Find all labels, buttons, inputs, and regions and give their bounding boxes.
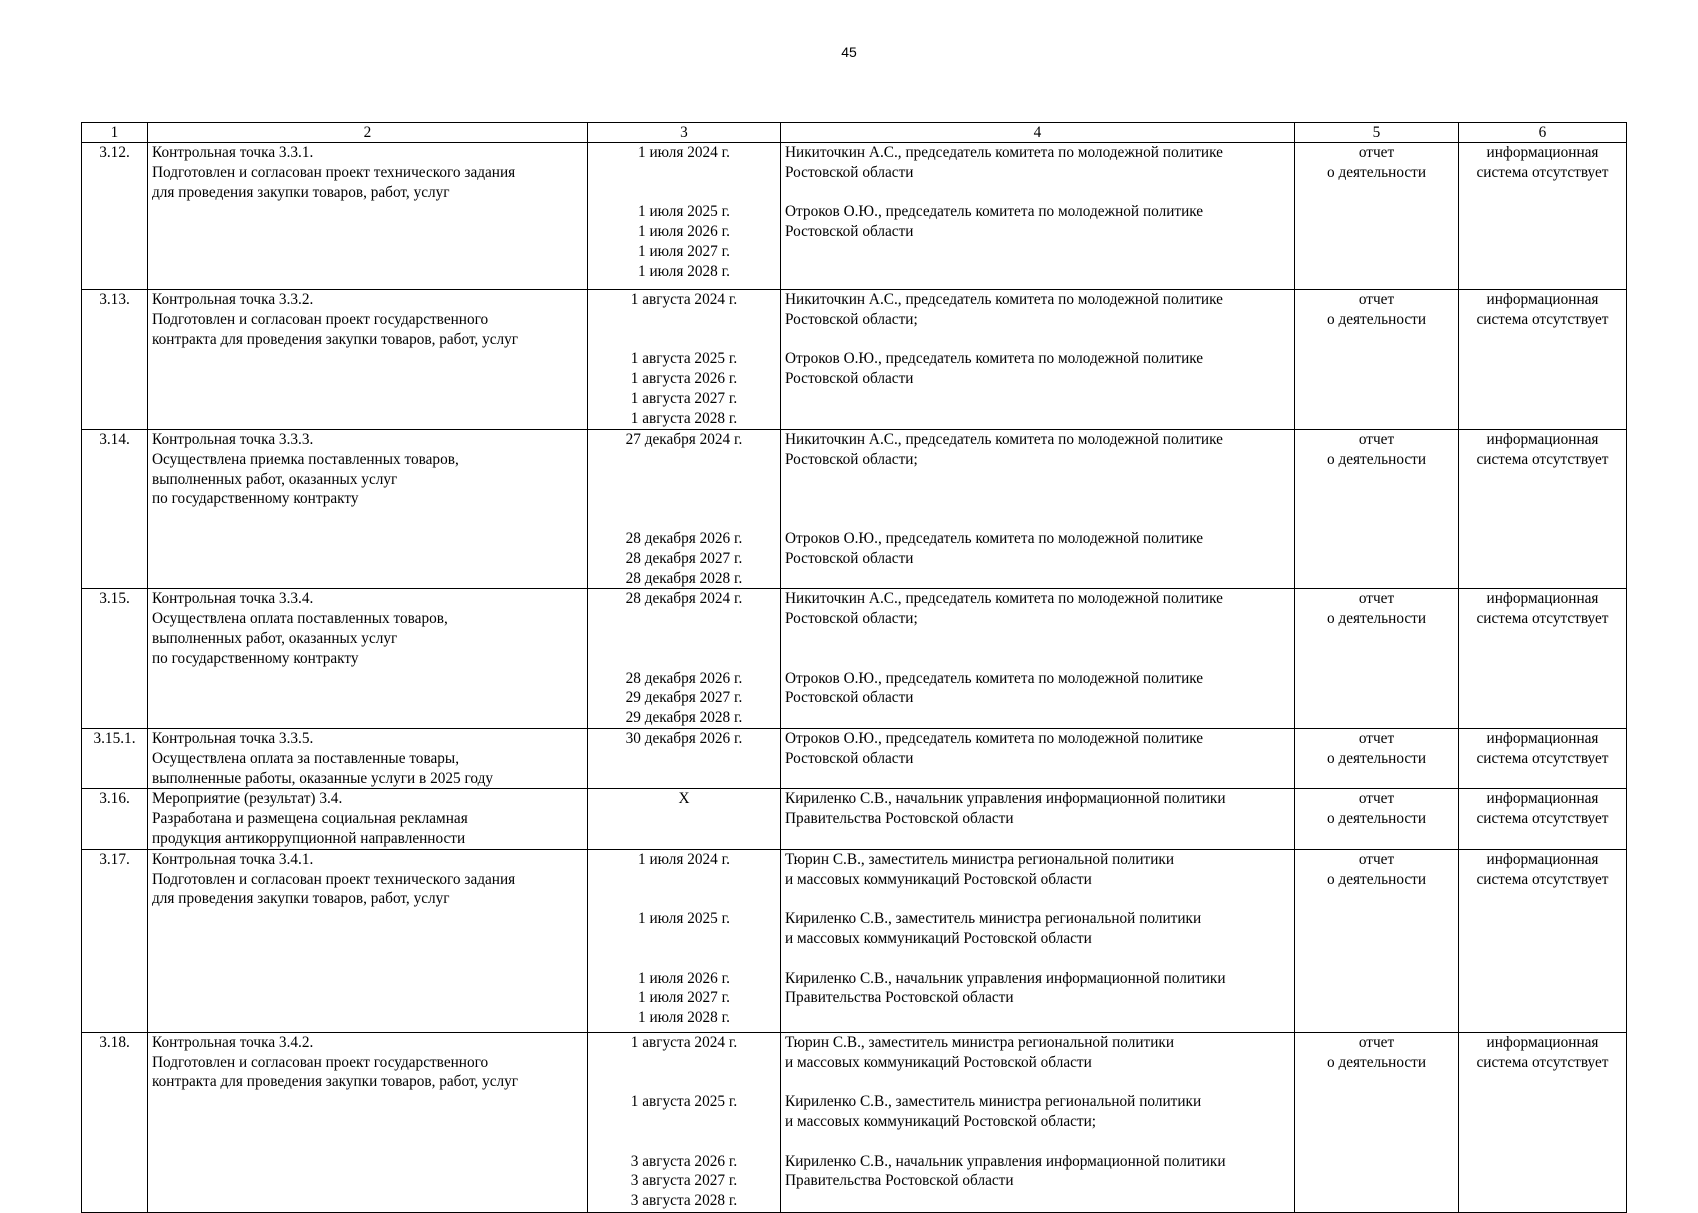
row-responsible (781, 430, 1295, 589)
responsible-group: Кириленко С.В., начальник управления информационной политики Правительства Ростовской области (785, 1152, 1226, 1190)
row-number: 3.12. (82, 143, 148, 290)
row-document (1295, 1032, 1459, 1212)
responsible-group: Никиточкин А.С., председатель комитета по молодежной политике Ростовской области (785, 144, 1223, 181)
row-dates (588, 849, 781, 1032)
info-system-text: информационная система отсутствует (1476, 144, 1609, 181)
row-info-system (1459, 430, 1627, 589)
document-text: отчет о деятельности (1326, 291, 1427, 328)
document-text: отчет о деятельности (1326, 1033, 1427, 1071)
table-row (82, 849, 1627, 1032)
row-document (1295, 290, 1459, 430)
info-system-text: информационная система отсутствует (1476, 1033, 1609, 1071)
page-number: 45 (841, 44, 857, 60)
row-description (148, 290, 588, 430)
description-text: Контрольная точка 3.3.3. Осуществлена приемка поставленных товаров, выполненных работ, оказанных услуг по государственному контракту (152, 431, 459, 508)
row-info-system (1459, 589, 1627, 729)
date-group: 1 августа 2024 г. (630, 291, 738, 308)
date-group: 1 августа 2024 г. (630, 1033, 738, 1051)
table-header-row (82, 123, 1627, 143)
row-responsible (781, 849, 1295, 1032)
info-system-text: информационная система отсутствует (1476, 291, 1609, 328)
date-group: 3 августа 2026 г. 3 августа 2027 г. 3 августа 2028 г. (630, 1152, 738, 1210)
date-group: 1 июля 2026 г. 1 июля 2027 г. 1 июля 2028 г. (638, 969, 730, 1027)
row-info-system (1459, 789, 1627, 849)
header-cell: 3 (588, 123, 781, 143)
responsible-group: Никиточкин А.С., председатель комитета по молодежной политике Ростовской области; (785, 431, 1223, 468)
row-responsible (781, 143, 1295, 290)
row-document (1295, 849, 1459, 1032)
document-text: отчет о деятельности (1326, 144, 1427, 181)
control-points-table (81, 122, 1627, 1213)
info-system-text: информационная система отсутствует (1476, 850, 1609, 888)
date-group: 27 декабря 2024 г. (625, 431, 743, 448)
row-description (148, 430, 588, 589)
row-responsible (781, 728, 1295, 788)
row-document (1295, 789, 1459, 849)
date-group: 28 декабря 2024 г. (625, 590, 743, 608)
row-number: 3.13. (82, 290, 148, 430)
table-row (82, 1032, 1627, 1212)
responsible-group: Тюрин С.В., заместитель министра региональной политики и массовых коммуникаций Ростовской области (785, 1033, 1175, 1071)
responsible-group: Отроков О.Ю., председатель комитета по молодежной политике Ростовской области (785, 729, 1204, 767)
description-text: Контрольная точка 3.4.2. Подготовлен и согласован проект государственного контракта для проведения закупки товаров, работ, услуг (152, 1033, 519, 1091)
header-cell: 6 (1459, 123, 1627, 143)
table-row (82, 290, 1627, 430)
header-cell: 4 (781, 123, 1295, 143)
row-dates (588, 1032, 781, 1212)
row-description (148, 849, 588, 1032)
description-text: Контрольная точка 3.3.2. Подготовлен и согласован проект государственного контракта для проведения закупки товаров, работ, услуг (152, 291, 519, 348)
row-info-system (1459, 290, 1627, 430)
row-number: 3.18. (82, 1032, 148, 1212)
table-row (82, 589, 1627, 729)
row-description (148, 728, 588, 788)
header-cell: 5 (1295, 123, 1459, 143)
date-group: 1 июля 2025 г. 1 июля 2026 г. 1 июля 2027 г. 1 июля 2028 г. (638, 203, 730, 280)
responsible-group: Кириленко С.В., заместитель министра региональной политики и массовых коммуникаций Ростовской области; (785, 1093, 1202, 1130)
row-description (148, 589, 588, 729)
row-info-system (1459, 1032, 1627, 1212)
row-document (1295, 430, 1459, 589)
responsible-group: Никиточкин А.С., председатель комитета по молодежной политике Ростовской области; (785, 590, 1223, 628)
row-number: 3.15. (82, 589, 148, 729)
date-group: 1 июля 2025 г. (638, 910, 730, 928)
description-text: Контрольная точка 3.3.4. Осуществлена оплата поставленных товаров, выполненных работ, оказанных услуг по государственному контракту (152, 590, 448, 667)
row-number: 3.17. (82, 849, 148, 1032)
row-info-system (1459, 728, 1627, 788)
row-dates (588, 430, 781, 589)
row-document (1295, 728, 1459, 788)
row-responsible (781, 589, 1295, 729)
date-group: 30 декабря 2026 г. (625, 729, 743, 747)
row-dates (588, 589, 781, 729)
row-number: 3.14. (82, 430, 148, 589)
document-text: отчет о деятельности (1326, 590, 1427, 628)
row-description (148, 143, 588, 290)
info-system-text: информационная система отсутствует (1476, 729, 1609, 767)
date-group: 1 августа 2025 г. (630, 1093, 738, 1111)
date-group: 28 декабря 2026 г. 29 декабря 2027 г. 29 декабря 2028 г. (625, 669, 743, 727)
row-description (148, 789, 588, 849)
description-text: Контрольная точка 3.3.5. Осуществлена оплата за поставленные товары, выполненные работы, оказанные услуги в 2025 году (152, 729, 494, 787)
responsible-group: Кириленко С.В., начальник управления информационной политики Правительства Ростовской области (785, 790, 1226, 828)
row-number: 3.16. (82, 789, 148, 849)
responsible-group: Тюрин С.В., заместитель министра региональной политики и массовых коммуникаций Ростовской области (785, 850, 1175, 888)
table-row (82, 430, 1627, 589)
date-group: Х (678, 790, 690, 808)
row-dates (588, 143, 781, 290)
row-number: 3.15.1. (82, 728, 148, 788)
row-document (1295, 143, 1459, 290)
row-info-system (1459, 143, 1627, 290)
info-system-text: информационная система отсутствует (1476, 590, 1609, 628)
description-text: Контрольная точка 3.4.1. Подготовлен и согласован проект технического задания для проведения закупки товаров, работ, услуг (152, 850, 516, 908)
description-text: Мероприятие (результат) 3.4. Разработана и размещена социальная рекламная продукция антикоррупционной направленности (152, 790, 468, 847)
responsible-group: Отроков О.Ю., председатель комитета по молодежной политике Ростовской области (785, 529, 1204, 567)
header-cell: 1 (82, 123, 148, 143)
row-description (148, 1032, 588, 1212)
row-document (1295, 589, 1459, 729)
row-dates (588, 290, 781, 430)
header-cell: 2 (148, 123, 588, 143)
responsible-group: Отроков О.Ю., председатель комитета по молодежной политике Ростовской области (785, 350, 1204, 388)
date-group: 1 июля 2024 г. (638, 850, 730, 868)
row-responsible (781, 290, 1295, 430)
row-dates (588, 728, 781, 788)
row-responsible (781, 1032, 1295, 1212)
responsible-group: Никиточкин А.С., председатель комитета по молодежной политике Ростовской области; (785, 291, 1223, 328)
description-text: Контрольная точка 3.3.1. Подготовлен и согласован проект технического задания для проведения закупки товаров, работ, услуг (152, 144, 516, 201)
info-system-text: информационная система отсутствует (1476, 431, 1609, 468)
document-text: отчет о деятельности (1326, 431, 1427, 468)
table-row (82, 728, 1627, 788)
table-row (82, 143, 1627, 290)
info-system-text: информационная система отсутствует (1476, 790, 1609, 828)
table-row (82, 789, 1627, 849)
date-group: 1 августа 2025 г. 1 августа 2026 г. 1 августа 2027 г. 1 августа 2028 г. (630, 350, 738, 427)
row-info-system (1459, 849, 1627, 1032)
row-responsible (781, 789, 1295, 849)
date-group: 28 декабря 2026 г. 28 декабря 2027 г. 28 декабря 2028 г. (625, 529, 743, 587)
responsible-group: Отроков О.Ю., председатель комитета по молодежной политике Ростовской области (785, 203, 1204, 241)
document-text: отчет о деятельности (1326, 729, 1427, 767)
responsible-group: Кириленко С.В., заместитель министра региональной политики и массовых коммуникаций Ростовской области (785, 910, 1202, 947)
responsible-group: Кириленко С.В., начальник управления информационной политики Правительства Ростовской области (785, 969, 1226, 1007)
row-dates (588, 789, 781, 849)
document-text: отчет о деятельности (1326, 790, 1427, 828)
document-text: отчет о деятельности (1326, 850, 1427, 888)
responsible-group: Отроков О.Ю., председатель комитета по молодежной политике Ростовской области (785, 669, 1204, 707)
date-group: 1 июля 2024 г. (638, 144, 730, 161)
